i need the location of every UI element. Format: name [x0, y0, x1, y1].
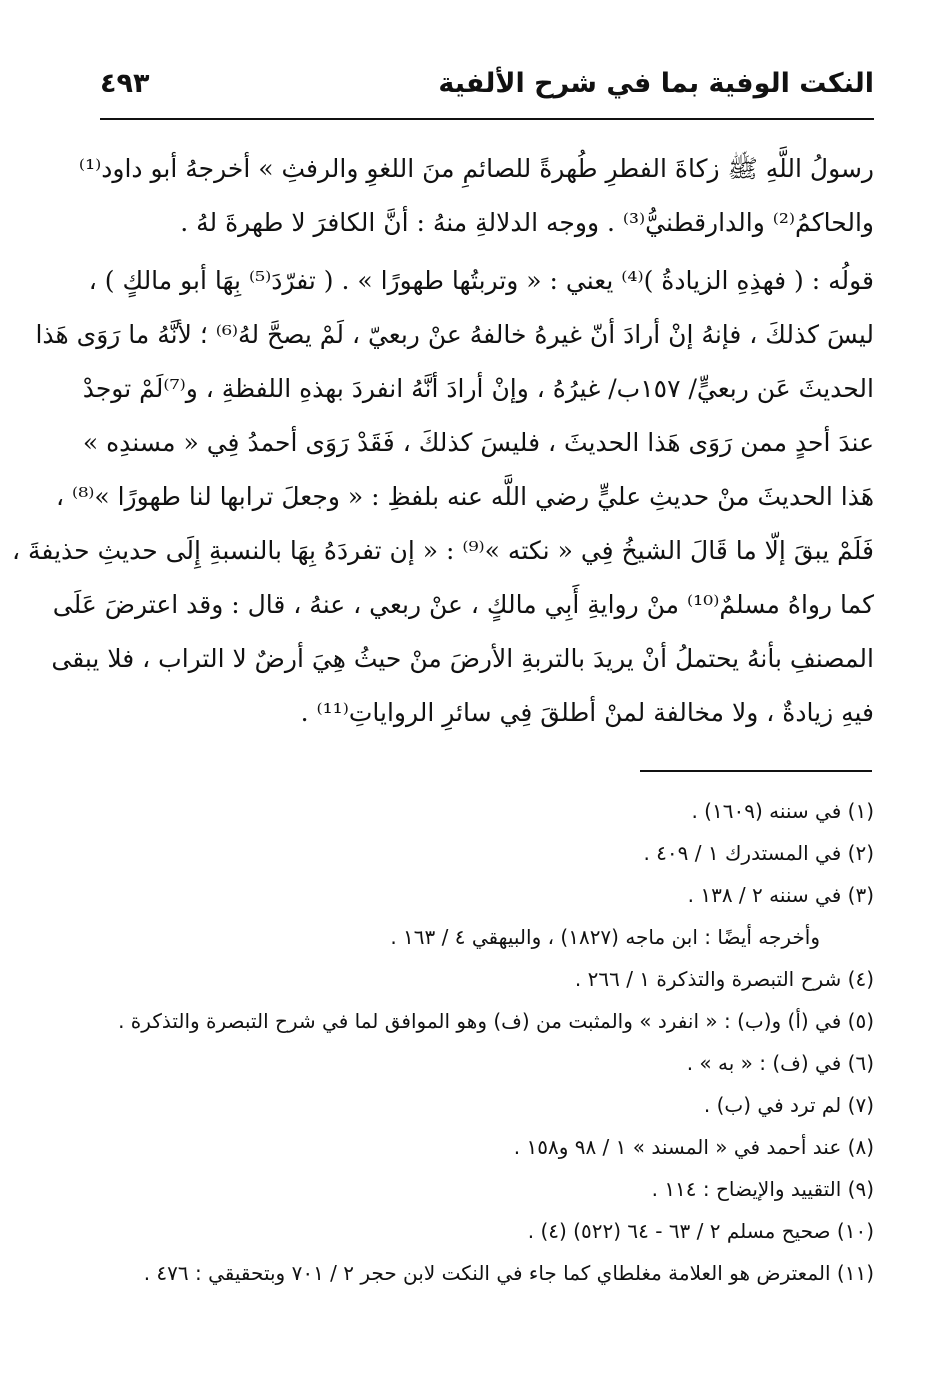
footnote: (٥) في (أ) و(ب) : « انفرد » والمثبت من (ف) وهو الموافق لما في شرح التبصرة والتذكرة . [118, 1009, 874, 1033]
running-header [100, 64, 874, 114]
footnote: (١١) المعترض هو العلامة مغلطاي كما جاء في النكت لابن حجر ٢ / ٧٠١ وبتحقيقي : ٤٧٦ . [143, 1261, 874, 1285]
footnote: (٣) في سننه ٢ / ١٣٨ . [687, 883, 874, 907]
footnote: (٦) في (ف) : « به » . [686, 1051, 874, 1075]
footnote: (٨) عند أحمد في « المسند » ١ / ٩٨ و١٥٨ . [513, 1135, 874, 1159]
footnote: (٩) التقييد والإيضاح : ١١٤ . [651, 1177, 874, 1201]
text-line: عندَ أحدٍ ممن رَوَى هَذا الحديثَ ، فليسَ كذلكَ ، فَقَدْ رَوَى أحمدُ فِي « مسندِه » [82, 428, 874, 457]
main-text [12, 142, 874, 740]
text-line: كما رواهُ مسلمٌ⁽¹⁰⁾ منْ روايةِ أَبِي مالكٍ ، عنْ ربعي ، عنهُ ، قال : وقد اعترضَ عَلَى [52, 590, 874, 619]
footnote-continuation: وأخرجه أيضًا : ابن ماجه (١٨٢٧) ، والبيهقي ٤ / ١٦٣ . [390, 925, 820, 949]
footnote: (٢) في المستدرك ١ / ٤٠٩ . [643, 841, 874, 865]
footnote-divider [640, 770, 872, 772]
text-line: قولُه : ( فهذِهِ الزيادةُ )⁽⁴⁾ يعني : « وتربتُها طهورًا » . ( تفرّدَ⁽⁵⁾ بِهَا أبو مالكٍ ) ، [88, 266, 874, 295]
text-line: فيهِ زيادةٌ ، ولا مخالفة لمنْ أطلقَ فِي سائرِ الرواياتِ⁽¹¹⁾ . [300, 698, 874, 727]
text-line: هَذا الحديثَ منْ حديثِ عليٍّ رضي اللَّه عنه بلفظِ : « وجعلَ ترابها لنا طهورًا »⁽⁸⁾ ، [56, 482, 874, 511]
text-line: والحاكمُ⁽²⁾ والدارقطنيُّ⁽³⁾ . ووجه الدلالةِ منهُ : أنَّ الكافرَ لا طهرةَ لهُ . [180, 208, 874, 237]
text-line: الحديثَ عَن ربعيٍّ/ ١٥٧ب/ غيرُهُ ، وإنْ أرادَ أنَّهُ انفردَ بهذهِ اللفظةِ ، و⁽⁷⁾لَمْ توجدْ [82, 374, 874, 403]
footnotes [100, 790, 874, 1294]
footnote: (٧) لم ترد في (ب) . [703, 1093, 874, 1117]
footnote: (١) في سننه (١٦٠٩) . [691, 799, 874, 823]
footnote: (١٠) صحيح مسلم ٢ / ٦٣ - ٦٤ (٥٢٢) (٤) . [527, 1219, 874, 1243]
header-divider [100, 118, 874, 120]
text-line: رسولُ اللَّهِ ﷺ زكاةَ الفطرِ طُهرةً للصائمِ منَ اللغوِ والرفثِ » أخرجهُ أبو داود⁽¹⁾ [78, 154, 874, 183]
text-line: فَلَمْ يبقَ إلّا ما قَالَ الشيخُ فِي « نكته »⁽⁹⁾ : « إن تفردَهُ بِهَا بالنسبةِ إِلَى حديثِ حذيفةَ ، [12, 536, 874, 565]
text-line: ليسَ كذلكَ ، فإنهُ إنْ أرادَ أنّ غيرهُ خالفهُ عنْ ربعيّ ، لَمْ يصحَّ لهُ⁽⁶⁾ ؛ لأنَّهُ ما رَوَى هَذا [35, 320, 874, 349]
footnote: (٤) شرح التبصرة والتذكرة ١ / ٢٦٦ . [574, 967, 874, 991]
page-number: ٤٩٣ [100, 68, 150, 99]
running-title: النكت الوفية بما في شرح الألفية [438, 68, 874, 99]
text-line: المصنفِ بأنهُ يحتملُ أنْ يريدَ بالتربةِ الأرضَ منْ حيثُ هِيَ أرضٌ لا التراب ، فلا يبقى [51, 644, 874, 673]
